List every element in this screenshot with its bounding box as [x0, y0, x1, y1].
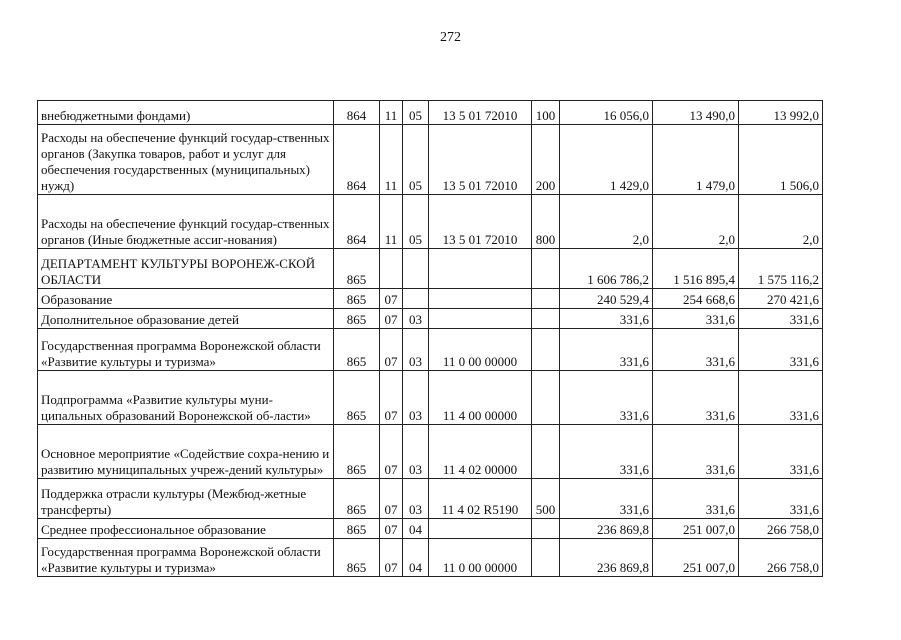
amount-year-1: 236 869,8 [560, 539, 653, 577]
ministry-code: 865 [334, 425, 380, 479]
ministry-code: 865 [334, 289, 380, 309]
budget-table [37, 100, 823, 577]
page-number: 272 [440, 30, 461, 45]
amount-year-1: 1 429,0 [560, 125, 653, 195]
amount-year-3: 331,6 [739, 425, 823, 479]
section-code: 11 [380, 125, 403, 195]
table-row [38, 125, 823, 195]
table-row [38, 249, 823, 289]
ministry-code: 865 [334, 479, 380, 519]
section-code: 07 [380, 425, 403, 479]
subsection-code [403, 249, 429, 289]
target-article-code: 13 5 01 72010 [429, 195, 532, 249]
table-row [38, 479, 823, 519]
row-name: Расходы на обеспечение функций государ-ственных органов (Закупка товаров, работ и услуг для обеспечения государственных (муниципальных) нужд) [38, 125, 334, 195]
expense-type-code: 800 [532, 195, 560, 249]
table-row [38, 371, 823, 425]
row-name: Образование [38, 289, 334, 309]
row-name: Дополнительное образование детей [38, 309, 334, 329]
section-code: 11 [380, 101, 403, 125]
row-name: Государственная программа Воронежской области «Развитие культуры и туризма» [38, 329, 334, 371]
section-code: 07 [380, 309, 403, 329]
amount-year-2: 331,6 [653, 329, 739, 371]
amount-year-1: 331,6 [560, 425, 653, 479]
ministry-code: 865 [334, 539, 380, 577]
expense-type-code [532, 371, 560, 425]
row-name: Основное мероприятие «Содействие сохра-нению и развитию муниципальных учреж-дений культуры» [38, 425, 334, 479]
amount-year-3: 2,0 [739, 195, 823, 249]
amount-year-2: 1 516 895,4 [653, 249, 739, 289]
table-row [38, 539, 823, 577]
row-name: внебюджетными фондами) [38, 101, 334, 125]
amount-year-2: 254 668,6 [653, 289, 739, 309]
expense-type-code [532, 519, 560, 539]
ministry-code: 864 [334, 101, 380, 125]
subsection-code: 03 [403, 479, 429, 519]
row-name: Подпрограмма «Развитие культуры муни-ципальных образований Воронежской об-ласти» [38, 371, 334, 425]
amount-year-2: 331,6 [653, 309, 739, 329]
expense-type-code [532, 425, 560, 479]
section-code: 07 [380, 519, 403, 539]
expense-type-code [532, 309, 560, 329]
amount-year-3: 331,6 [739, 479, 823, 519]
amount-year-2: 331,6 [653, 479, 739, 519]
table-row [38, 289, 823, 309]
expense-type-code: 200 [532, 125, 560, 195]
row-name: Поддержка отрасли культуры (Межбюд-жетные трансферты) [38, 479, 334, 519]
amount-year-2: 1 479,0 [653, 125, 739, 195]
expense-type-code [532, 289, 560, 309]
ministry-code: 865 [334, 249, 380, 289]
target-article-code: 11 0 00 00000 [429, 539, 532, 577]
subsection-code: 05 [403, 125, 429, 195]
ministry-code: 864 [334, 195, 380, 249]
amount-year-1: 331,6 [560, 479, 653, 519]
amount-year-1: 331,6 [560, 371, 653, 425]
ministry-code: 865 [334, 309, 380, 329]
expense-type-code [532, 329, 560, 371]
amount-year-1: 2,0 [560, 195, 653, 249]
amount-year-3: 266 758,0 [739, 519, 823, 539]
amount-year-1: 236 869,8 [560, 519, 653, 539]
expense-type-code [532, 249, 560, 289]
table-body [38, 101, 823, 577]
section-code: 07 [380, 371, 403, 425]
amount-year-3: 13 992,0 [739, 101, 823, 125]
target-article-code: 11 4 02 00000 [429, 425, 532, 479]
amount-year-2: 251 007,0 [653, 519, 739, 539]
amount-year-3: 331,6 [739, 329, 823, 371]
ministry-code: 865 [334, 371, 380, 425]
amount-year-3: 331,6 [739, 371, 823, 425]
amount-year-3: 1 506,0 [739, 125, 823, 195]
target-article-code: 11 4 00 00000 [429, 371, 532, 425]
section-code [380, 249, 403, 289]
subsection-code: 04 [403, 539, 429, 577]
amount-year-1: 1 606 786,2 [560, 249, 653, 289]
amount-year-3: 266 758,0 [739, 539, 823, 577]
amount-year-3: 331,6 [739, 309, 823, 329]
amount-year-2: 251 007,0 [653, 539, 739, 577]
table-row [38, 329, 823, 371]
amount-year-2: 2,0 [653, 195, 739, 249]
amount-year-3: 270 421,6 [739, 289, 823, 309]
row-name: ДЕПАРТАМЕНТ КУЛЬТУРЫ ВОРОНЕЖ-СКОЙ ОБЛАСТИ [38, 249, 334, 289]
amount-year-2: 13 490,0 [653, 101, 739, 125]
table-row [38, 101, 823, 125]
section-code: 07 [380, 329, 403, 371]
subsection-code: 03 [403, 371, 429, 425]
ministry-code: 865 [334, 329, 380, 371]
target-article-code [429, 289, 532, 309]
target-article-code: 11 4 02 R5190 [429, 479, 532, 519]
expense-type-code: 100 [532, 101, 560, 125]
amount-year-1: 240 529,4 [560, 289, 653, 309]
target-article-code: 11 0 00 00000 [429, 329, 532, 371]
table-row [38, 195, 823, 249]
target-article-code [429, 249, 532, 289]
subsection-code: 03 [403, 425, 429, 479]
amount-year-1: 16 056,0 [560, 101, 653, 125]
subsection-code: 03 [403, 329, 429, 371]
target-article-code: 13 5 01 72010 [429, 101, 532, 125]
target-article-code [429, 309, 532, 329]
target-article-code [429, 519, 532, 539]
section-code: 07 [380, 289, 403, 309]
amount-year-2: 331,6 [653, 371, 739, 425]
row-name: Расходы на обеспечение функций государ-ственных органов (Иные бюджетные ассиг-нования) [38, 195, 334, 249]
row-name: Государственная программа Воронежской области «Развитие культуры и туризма» [38, 539, 334, 577]
subsection-code: 05 [403, 101, 429, 125]
expense-type-code [532, 539, 560, 577]
section-code: 07 [380, 539, 403, 577]
amount-year-1: 331,6 [560, 329, 653, 371]
section-code: 07 [380, 479, 403, 519]
ministry-code: 864 [334, 125, 380, 195]
subsection-code [403, 289, 429, 309]
amount-year-2: 331,6 [653, 425, 739, 479]
target-article-code: 13 5 01 72010 [429, 125, 532, 195]
table-row [38, 309, 823, 329]
amount-year-3: 1 575 116,2 [739, 249, 823, 289]
ministry-code: 865 [334, 519, 380, 539]
subsection-code: 03 [403, 309, 429, 329]
section-code: 11 [380, 195, 403, 249]
table-row [38, 425, 823, 479]
amount-year-1: 331,6 [560, 309, 653, 329]
subsection-code: 04 [403, 519, 429, 539]
subsection-code: 05 [403, 195, 429, 249]
expense-type-code: 500 [532, 479, 560, 519]
row-name: Среднее профессиональное образование [38, 519, 334, 539]
table-row [38, 519, 823, 539]
